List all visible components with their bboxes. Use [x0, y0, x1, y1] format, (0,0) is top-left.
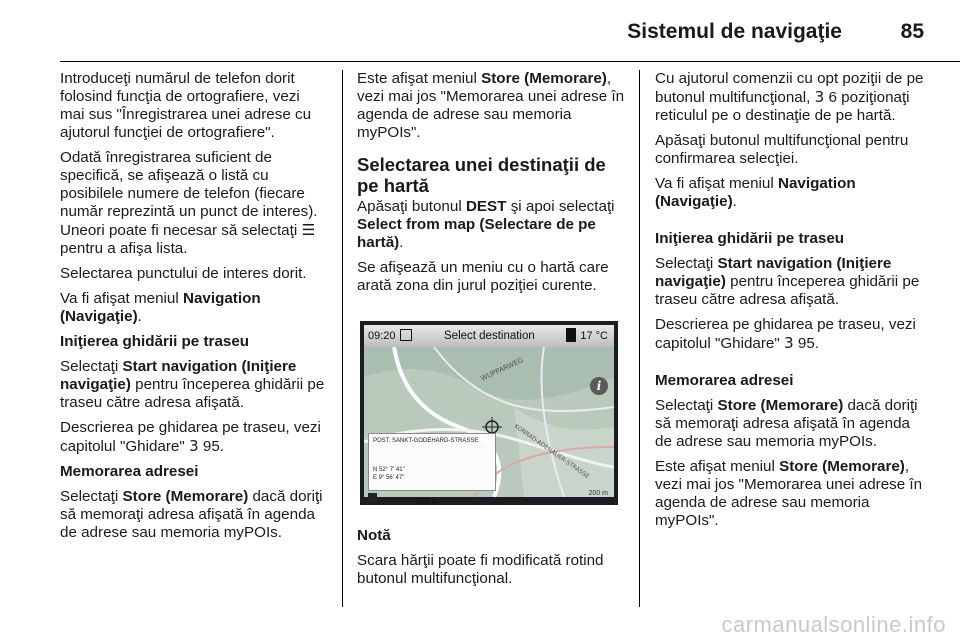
paragraph: Selectaţi Start navigation (Iniţiere navigaţie) pentru începerea ghidării pe traseu către adresa afişată. — [60, 358, 325, 411]
column-divider-1 — [342, 70, 343, 607]
info-icon: i — [590, 377, 608, 395]
page-title: Sistemul de navigaţie — [627, 20, 842, 43]
watermark: carmanualsonline.info — [721, 612, 946, 637]
scale-distance: 350 m — [416, 497, 439, 505]
subheading: Iniţierea ghidării pe traseu — [60, 333, 250, 350]
note-title: Notă — [357, 527, 391, 544]
paragraph: Apăsaţi butonul DEST şi apoi selectaţi Select from map (Selectare de pe hartă). — [357, 198, 615, 251]
page-reference-icon: 3 — [784, 334, 794, 352]
paragraph: Descrierea pe ghidarea pe traseu, vezi capitolul "Ghidare" 3 95. — [60, 419, 321, 455]
paragraph: Odată înregistrarea suficient de specifică, se afişează o listă cu posibilele numere de telefon (fiecare număr reprezintă un punct de interes). Uneori poate fi necesar să selectaţi ☰ pentru a afişa lista. — [60, 149, 318, 257]
paragraph: Apăsaţi butonul multifuncţional pentru confirmarea selecţiei. — [655, 132, 909, 167]
clock: 09:20 — [368, 330, 396, 342]
section-heading: Selectarea unei destinaţii de pe hartă — [357, 154, 606, 196]
paragraph: Selectaţi Store (Memorare) dacă doriţi să memoraţi adresa afişată în agenda de adrese sau memoria myPOIs. — [60, 488, 323, 541]
column-1 — [60, 70, 328, 549]
column-2 — [357, 70, 625, 595]
address-box — [368, 433, 496, 491]
subheading: Iniţierea ghidării pe traseu — [655, 230, 845, 247]
scale-bar-label: 200 m — [588, 490, 608, 497]
paragraph: Descrierea pe ghidarea pe traseu, vezi capitolul "Ghidare" 3 95. — [655, 316, 916, 352]
temperature-icon — [566, 328, 576, 342]
page-reference-icon: 3 — [189, 437, 199, 455]
page-header — [0, 0, 960, 62]
temperature: 17 °C — [580, 330, 608, 342]
longitude: E 9° 56' 47" — [373, 475, 405, 481]
paragraph: Se afişează un meniu cu o hartă care arată zona din jurul poziţiei curente. — [357, 259, 609, 294]
column-divider-2 — [639, 70, 640, 607]
road-label: KONRAD-ADENAUER-STRASSE — [512, 422, 591, 481]
column-3 — [655, 70, 927, 537]
note-text: Scara hărţii poate fi modificată rotind butonul multifuncţional. — [357, 552, 604, 587]
paragraph: Cu ajutorul comenzii cu opt poziţii de pe butonul multifuncţional, 3 6 poziţionaţi reticulul pe o destinaţie de pe hartă. — [655, 70, 924, 124]
page-reference-icon: 3 — [814, 88, 825, 106]
header-rule — [60, 61, 960, 62]
map-mode-icon — [368, 493, 377, 502]
screen-top-bar — [364, 325, 614, 347]
street-name: POST. SANKT-GODEHARD-STRASSE — [373, 438, 479, 444]
paragraph: Selectaţi Store (Memorare) dacă doriţi să memoraţi adresa afişată în agenda de adrese sau memoria myPOIs. — [655, 397, 918, 450]
page-number: 85 — [900, 20, 924, 43]
latitude: N 52° 7' 41" — [373, 467, 405, 473]
paragraph: Selectarea punctului de interes dorit. — [60, 265, 307, 282]
paragraph: Selectaţi Start navigation (Iniţiere navigaţie) pentru începerea ghidării pe traseu către adresa afişată. — [655, 255, 920, 308]
paragraph: Va fi afişat meniul Navigation (Navigaţie). — [60, 290, 261, 325]
paragraph: Introduceţi numărul de telefon dorit folosind funcţia de ortografiere, vezi mai sus "Înregistrarea unei adrese cu ajutorul funcţiei de ortografiere". — [60, 70, 312, 141]
subheading: Memorarea adresei — [60, 463, 199, 480]
check-icon — [400, 329, 412, 341]
paragraph: Este afişat meniul Store (Memorare), vezi mai jos "Memorarea unei adrese în agenda de adrese sau memoria myPOIs". — [357, 70, 625, 141]
screen-title: Select destination — [444, 330, 535, 342]
paragraph: Este afişat meniul Store (Memorare), vezi mai jos "Memorarea unei adrese în agenda de adrese sau memoria myPOIs". — [655, 458, 923, 529]
subheading: Memorarea adresei — [655, 372, 794, 389]
road-label: WUPPARWEG — [479, 356, 525, 383]
paragraph: Va fi afişat meniul Navigation (Navigaţie). — [655, 175, 856, 210]
list-icon: ☰ — [301, 221, 316, 239]
navigation-screen-figure — [360, 321, 618, 505]
